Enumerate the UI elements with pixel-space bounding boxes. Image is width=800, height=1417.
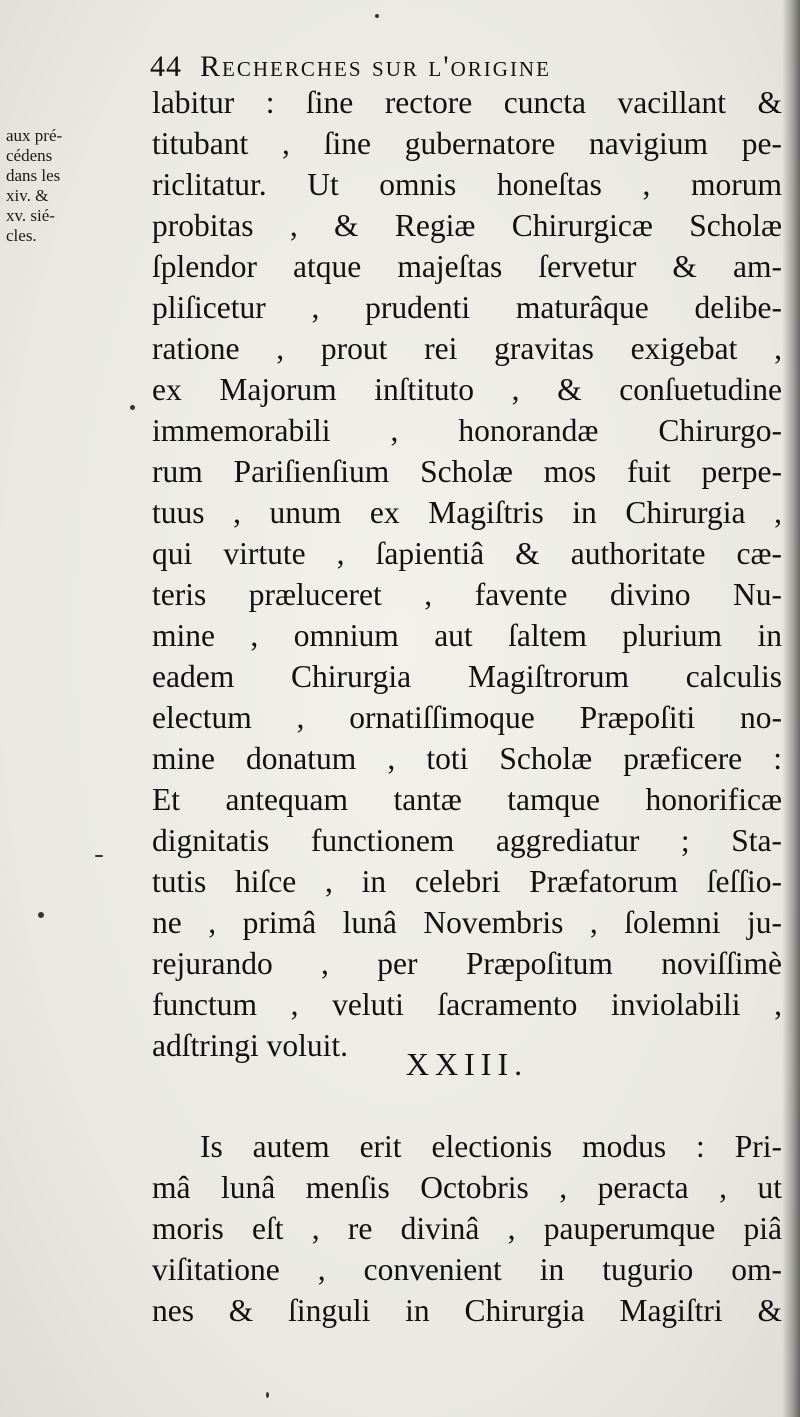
ink-speck (38, 912, 44, 918)
text-line: pliſicetur , prudenti maturâque delibe- (152, 290, 782, 325)
text-line: functum , veluti ſacramento inviolabili , (152, 987, 782, 1022)
text-line: teris præluceret , favente divino Nu- (152, 577, 782, 612)
section-heading: XXIII. (405, 1046, 529, 1082)
text-line: adſtringi voluit. (152, 1028, 348, 1063)
text-line: ex Majorum inſtituto , & conſuetudine (152, 372, 782, 407)
text-line: mine donatum , toti Scholæ præficere : (152, 741, 782, 776)
text-line: mâ lunâ menſis Octobris , peracta , ut (152, 1170, 782, 1205)
text-line: eadem Chirurgia Magiſtrorum calculis (152, 659, 782, 694)
margin-note-line: xv. sié- (6, 206, 55, 225)
margin-note-line: aux pré- (6, 126, 63, 145)
text-line: nes & ſinguli in Chirurgia Magiſtri & (152, 1293, 782, 1328)
ink-speck (130, 405, 135, 410)
page-number: 44 (150, 50, 182, 83)
text-line: labitur : ſine rectore cuncta vacillant & (152, 85, 782, 120)
text-line: qui virtute , ſapientiâ & authoritate cæ- (152, 536, 782, 571)
text-line: electum , ornatiſſimoque Præpoſiti no- (152, 700, 782, 735)
margin-note (6, 126, 151, 246)
text-line: tutis hiſce , in celebri Præfatorum ſeſſio- (152, 864, 782, 899)
margin-note-line: cédens (6, 146, 53, 165)
text-line: Et antequam tantæ tamque honorificæ (152, 782, 782, 817)
text-line: dignitatis functionem aggrediatur ; Sta- (152, 823, 782, 858)
page-gutter-shadow (782, 0, 800, 1417)
ink-speck (266, 1392, 269, 1398)
margin-note-line: dans les (6, 166, 61, 185)
text-line: riclitatur. Ut omnis honeſtas , morum (152, 167, 782, 202)
text-line: mine , omnium aut ſaltem plurium in (152, 618, 782, 653)
running-title: Recherches sur l'origine (200, 50, 551, 83)
text-line: ratione , prout rei gravitas exigebat , (152, 331, 782, 366)
text-line: rum Pariſienſium Scholæ mos fuit perpe- (152, 454, 782, 489)
text-line: probitas , & Regiæ Chirurgicæ Scholæ (152, 208, 782, 243)
text-line: rejurando , per Præpoſitum noviſſimè (152, 946, 782, 981)
margin-note-line: xiv. & (6, 186, 49, 205)
text-line: ne , primâ lunâ Novembris , ſolemni ju- (152, 905, 782, 940)
text-line: ſplendor atque majeſtas ſervetur & am- (152, 249, 782, 284)
text-line: titubant , ſine gubernatore navigium pe- (152, 126, 782, 161)
text-line: tuus , unum ex Magiſtris in Chirurgia , (152, 495, 782, 530)
text-line: Is autem erit electionis modus : Pri- (200, 1129, 782, 1164)
ink-speck (95, 855, 103, 857)
margin-note-line: cles. (6, 226, 37, 245)
text-line: moris eſt , re divinâ , pauperumque piâ (152, 1211, 782, 1246)
text-line: immemorabili , honorandæ Chirurgo- (152, 413, 782, 448)
ink-speck (375, 14, 379, 18)
text-line: viſitatione , convenient in tugurio om- (152, 1252, 782, 1287)
